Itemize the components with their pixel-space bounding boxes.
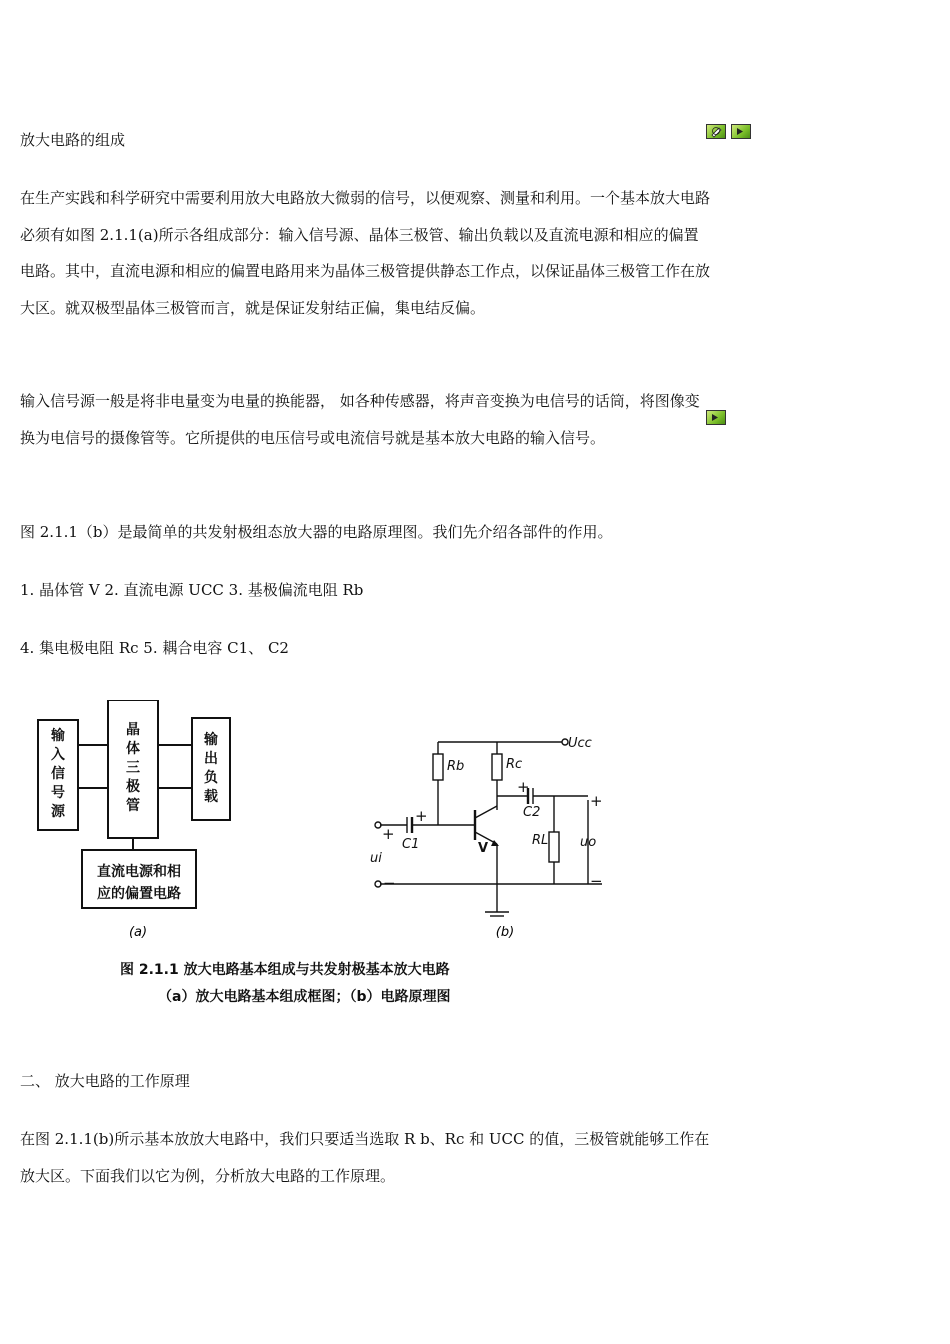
rl-label: RL [532,833,549,848]
block-output-char: 出 [204,751,218,767]
c2-label: C2 [523,805,541,820]
uo-label: uo [580,835,597,850]
rb-label: Rb [447,759,465,774]
c2-plus: + [517,778,530,796]
paragraph-figure-intro: 图 2.1.1（b）是最简单的共发射极组态放大器的电路原理图。我们先介绍各部件的作用。 [20,523,613,541]
transistor-label: V [478,841,489,856]
block-input-char: 入 [51,747,65,763]
ucc-label: Ucc [568,736,592,751]
block-output-char: 载 [204,789,218,805]
rc-label: Rc [506,757,523,772]
block-transistor-char: 极 [126,779,140,795]
block-power-line1: 直流电源和相 [97,864,181,880]
figure-caption-line2: （a）放大电路基本组成框图；（b）电路原理图 [158,989,451,1005]
block-input-char: 信 [51,766,65,782]
block-output-char: 输 [204,732,218,748]
label-b: (b) [495,925,515,940]
section-title: 放大电路的组成 [20,131,126,149]
speaker-icon[interactable] [731,124,751,139]
block-transistor-char: 晶 [126,722,140,738]
paragraph-working-principle: 在图 2.1.1(b)所示基本放放大电路中，我们只要适当选取 R b、Rc 和 UCC 的值，三极管就能够工作在放大区。下面我们以它为例，分析放大电路的工作原理。 [20,1130,710,1185]
paragraph-intro: 在生产实践和科学研究中需要利用放大电路放大微弱的信号，以便观察、测量和利用。一个基本放大电路必须有如图 2.1.1(a)所示各组成部分：输入信号源、晶体三极管、输出负载以及直流电源和相应的偏置电路。其中，直流电源和相应的偏置电路用来为晶体三极管提供静态工作点，以保证晶体三极管工作在放大区。就双极型晶体三极管而言，就是保证发射结正偏，集电结反偏。 [20,189,711,317]
ui-label: ui [370,851,382,866]
c1-label: C1 [402,837,420,852]
block-transistor-char: 管 [126,798,140,814]
block-output-char: 负 [204,770,218,786]
figure-2-1-1 [20,700,620,1020]
figure-caption-line1: 图 2.1.1 放大电路基本组成与共发射极基本放大电路 [120,962,450,978]
circuit-diagram [375,739,602,916]
component-list-line1: 1. 晶体管 V 2. 直流电源 UCC 3. 基极偏流电阻 Rb [20,581,364,599]
block-transistor-char: 三 [126,760,140,776]
section-title-2: 二、 放大电路的工作原理 [20,1072,190,1090]
label-a: (a) [128,925,148,940]
block-input-char: 号 [51,785,65,801]
block-input-char: 源 [51,804,65,820]
block-transistor-char: 体 [126,741,140,757]
input-minus: − [383,874,396,892]
block-power-line2: 应的偏置电路 [97,886,181,902]
block-input-char: 输 [51,728,65,744]
input-plus: + [382,825,395,843]
component-list-line2: 4. 集电极电阻 Rc 5. 耦合电容 C1、 C2 [20,639,289,657]
paragraph-signal-source: 输入信号源一般是将非电量变为电量的换能器， 如各种传感器，将声音变换为电信号的话筒，将图像变换为电信号的摄像管等。它所提供的电压信号或电流信号就是基本放大电路的输入信号。 [20,392,700,447]
output-minus: − [590,872,603,890]
output-plus: + [590,792,603,810]
c1-plus: + [415,807,428,825]
